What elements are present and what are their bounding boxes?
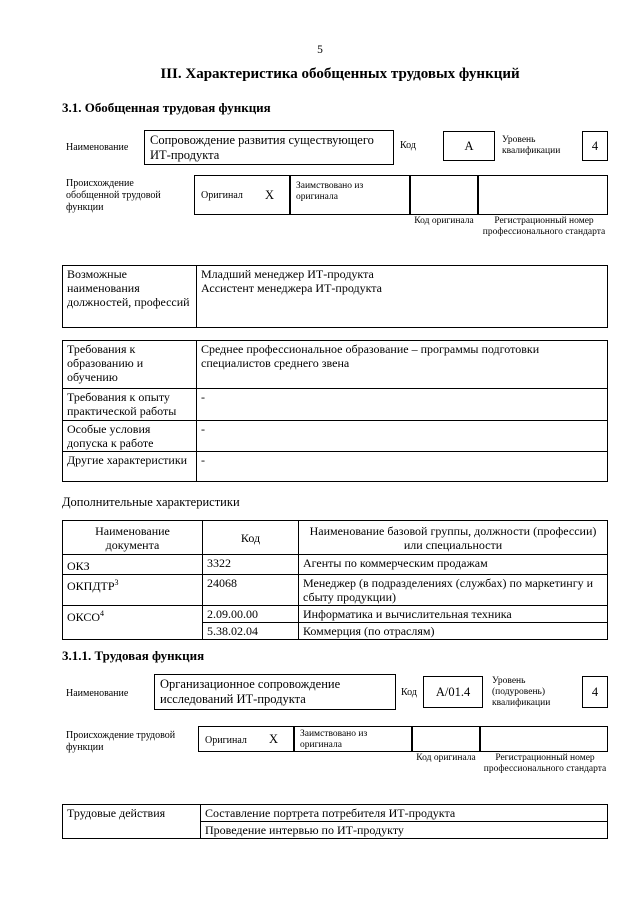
gtf-code-original-caption: Код оригинала (414, 216, 474, 226)
req-conditions-label: Особые условия допуска к работе (63, 421, 197, 452)
actions-label: Трудовые действия (63, 805, 201, 839)
tf-code-original-cell (412, 726, 480, 752)
extra-col-code: Код (203, 521, 299, 555)
extra-table (62, 520, 608, 640)
extra-doc: ОКЗ (67, 559, 90, 573)
extra-doc-sup: 3 (114, 578, 119, 587)
tf-original-cell (198, 726, 294, 752)
extra-name: Информатика и вычислительная техника (299, 606, 608, 623)
tf-code-original-caption: Код оригинала (416, 753, 476, 763)
table-row (63, 606, 608, 623)
gtf-original-cell (194, 175, 290, 215)
table-row (63, 575, 608, 606)
tf-level-value: 4 (582, 676, 608, 708)
tf-borrowed-label: Заимствовано из оригинала (294, 726, 412, 752)
gtf-level-label: Уровень квалификации (502, 135, 561, 156)
action-item: Составление портрета потребителя ИТ-продукта (201, 805, 608, 822)
extra-col-name: Наименование базовой группы, должности (профессии) или специальности (299, 521, 608, 555)
extra-code: 5.38.02.04 (203, 623, 299, 640)
req-other-value: - (197, 452, 608, 482)
tf-name-label: Наименование (66, 688, 129, 699)
actions-table (62, 804, 608, 839)
extra-heading: Дополнительные характеристики (62, 495, 240, 509)
position-item: Младший менеджер ИТ-продукта (201, 267, 374, 281)
extra-code: 24068 (203, 575, 299, 606)
extra-name: Агенты по коммерческим продажам (299, 555, 608, 575)
extra-doc: ОКСО (67, 610, 101, 624)
gtf-name-value: Сопровождение развития существующего ИТ-продукта (144, 130, 394, 165)
tf-origin-label: Происхождение трудовой функции (66, 730, 176, 753)
positions-table (62, 265, 608, 328)
gtf-original-label: Оригинал (201, 190, 243, 201)
req-education-label: Требования к образованию и обучению (63, 341, 197, 389)
gtf-name-label: Наименование (66, 142, 129, 153)
tf-level-label: Уровень (подуровень) квалификации (492, 676, 551, 708)
gtf-original-mark: X (265, 188, 275, 202)
req-conditions-value: - (197, 421, 608, 452)
extra-name: Коммерция (по отраслям) (299, 623, 608, 640)
gtf-code-original-cell (410, 175, 478, 215)
requirements-table (62, 340, 608, 482)
req-experience-label: Требования к опыту практической работы (63, 389, 197, 421)
extra-doc-sup: 4 (100, 609, 105, 618)
gtf-code-value: А (443, 131, 495, 161)
tf-heading: 3.1.1. Трудовая функция (62, 648, 205, 663)
positions-label: Возможные наименования должностей, профессий (63, 266, 197, 328)
gtf-heading: 3.1. Обобщенная трудовая функция (62, 100, 271, 115)
req-experience-value: - (197, 389, 608, 421)
gtf-code-label: Код (400, 140, 416, 151)
extra-name: Менеджер (в подразделениях (службах) по маркетингу и сбыту продукции) (299, 575, 608, 606)
extra-code: 2.09.00.00 (203, 606, 299, 623)
action-item: Проведение интервью по ИТ-продукту (201, 822, 608, 839)
gtf-level-value: 4 (582, 131, 608, 161)
position-item: Ассистент менеджера ИТ-продукта (201, 281, 382, 295)
tf-code-value: А/01.4 (423, 676, 483, 708)
gtf-borrowed-label: Заимствовано из оригинала (290, 175, 410, 215)
gtf-origin-label: Происхождение обобщенной трудовой функции (66, 178, 161, 213)
tf-code-label: Код (401, 687, 417, 698)
tf-reg-number-cell (480, 726, 608, 752)
tf-original-mark: X (269, 732, 279, 746)
extra-doc: ОКПДТР (67, 579, 115, 593)
tf-reg-number-caption: Регистрационный номер профессионального стандарта (483, 753, 607, 774)
table-row (63, 555, 608, 575)
gtf-reg-number-cell (478, 175, 608, 215)
extra-code: 3322 (203, 555, 299, 575)
page-number: 5 (317, 44, 323, 56)
req-education-value: Среднее профессиональное образование – программы подготовки специалистов среднего звена (197, 341, 608, 389)
gtf-reg-number-caption: Регистрационный номер профессионального стандарта (482, 216, 606, 237)
tf-name-value: Организационное сопровождение исследований ИТ-продукта (154, 674, 396, 710)
tf-original-label: Оригинал (205, 735, 247, 746)
section-title: III. Характеристика обобщенных трудовых функций (160, 66, 520, 82)
req-other-label: Другие характеристики (63, 452, 197, 482)
extra-col-doc: Наименование документа (63, 521, 203, 555)
